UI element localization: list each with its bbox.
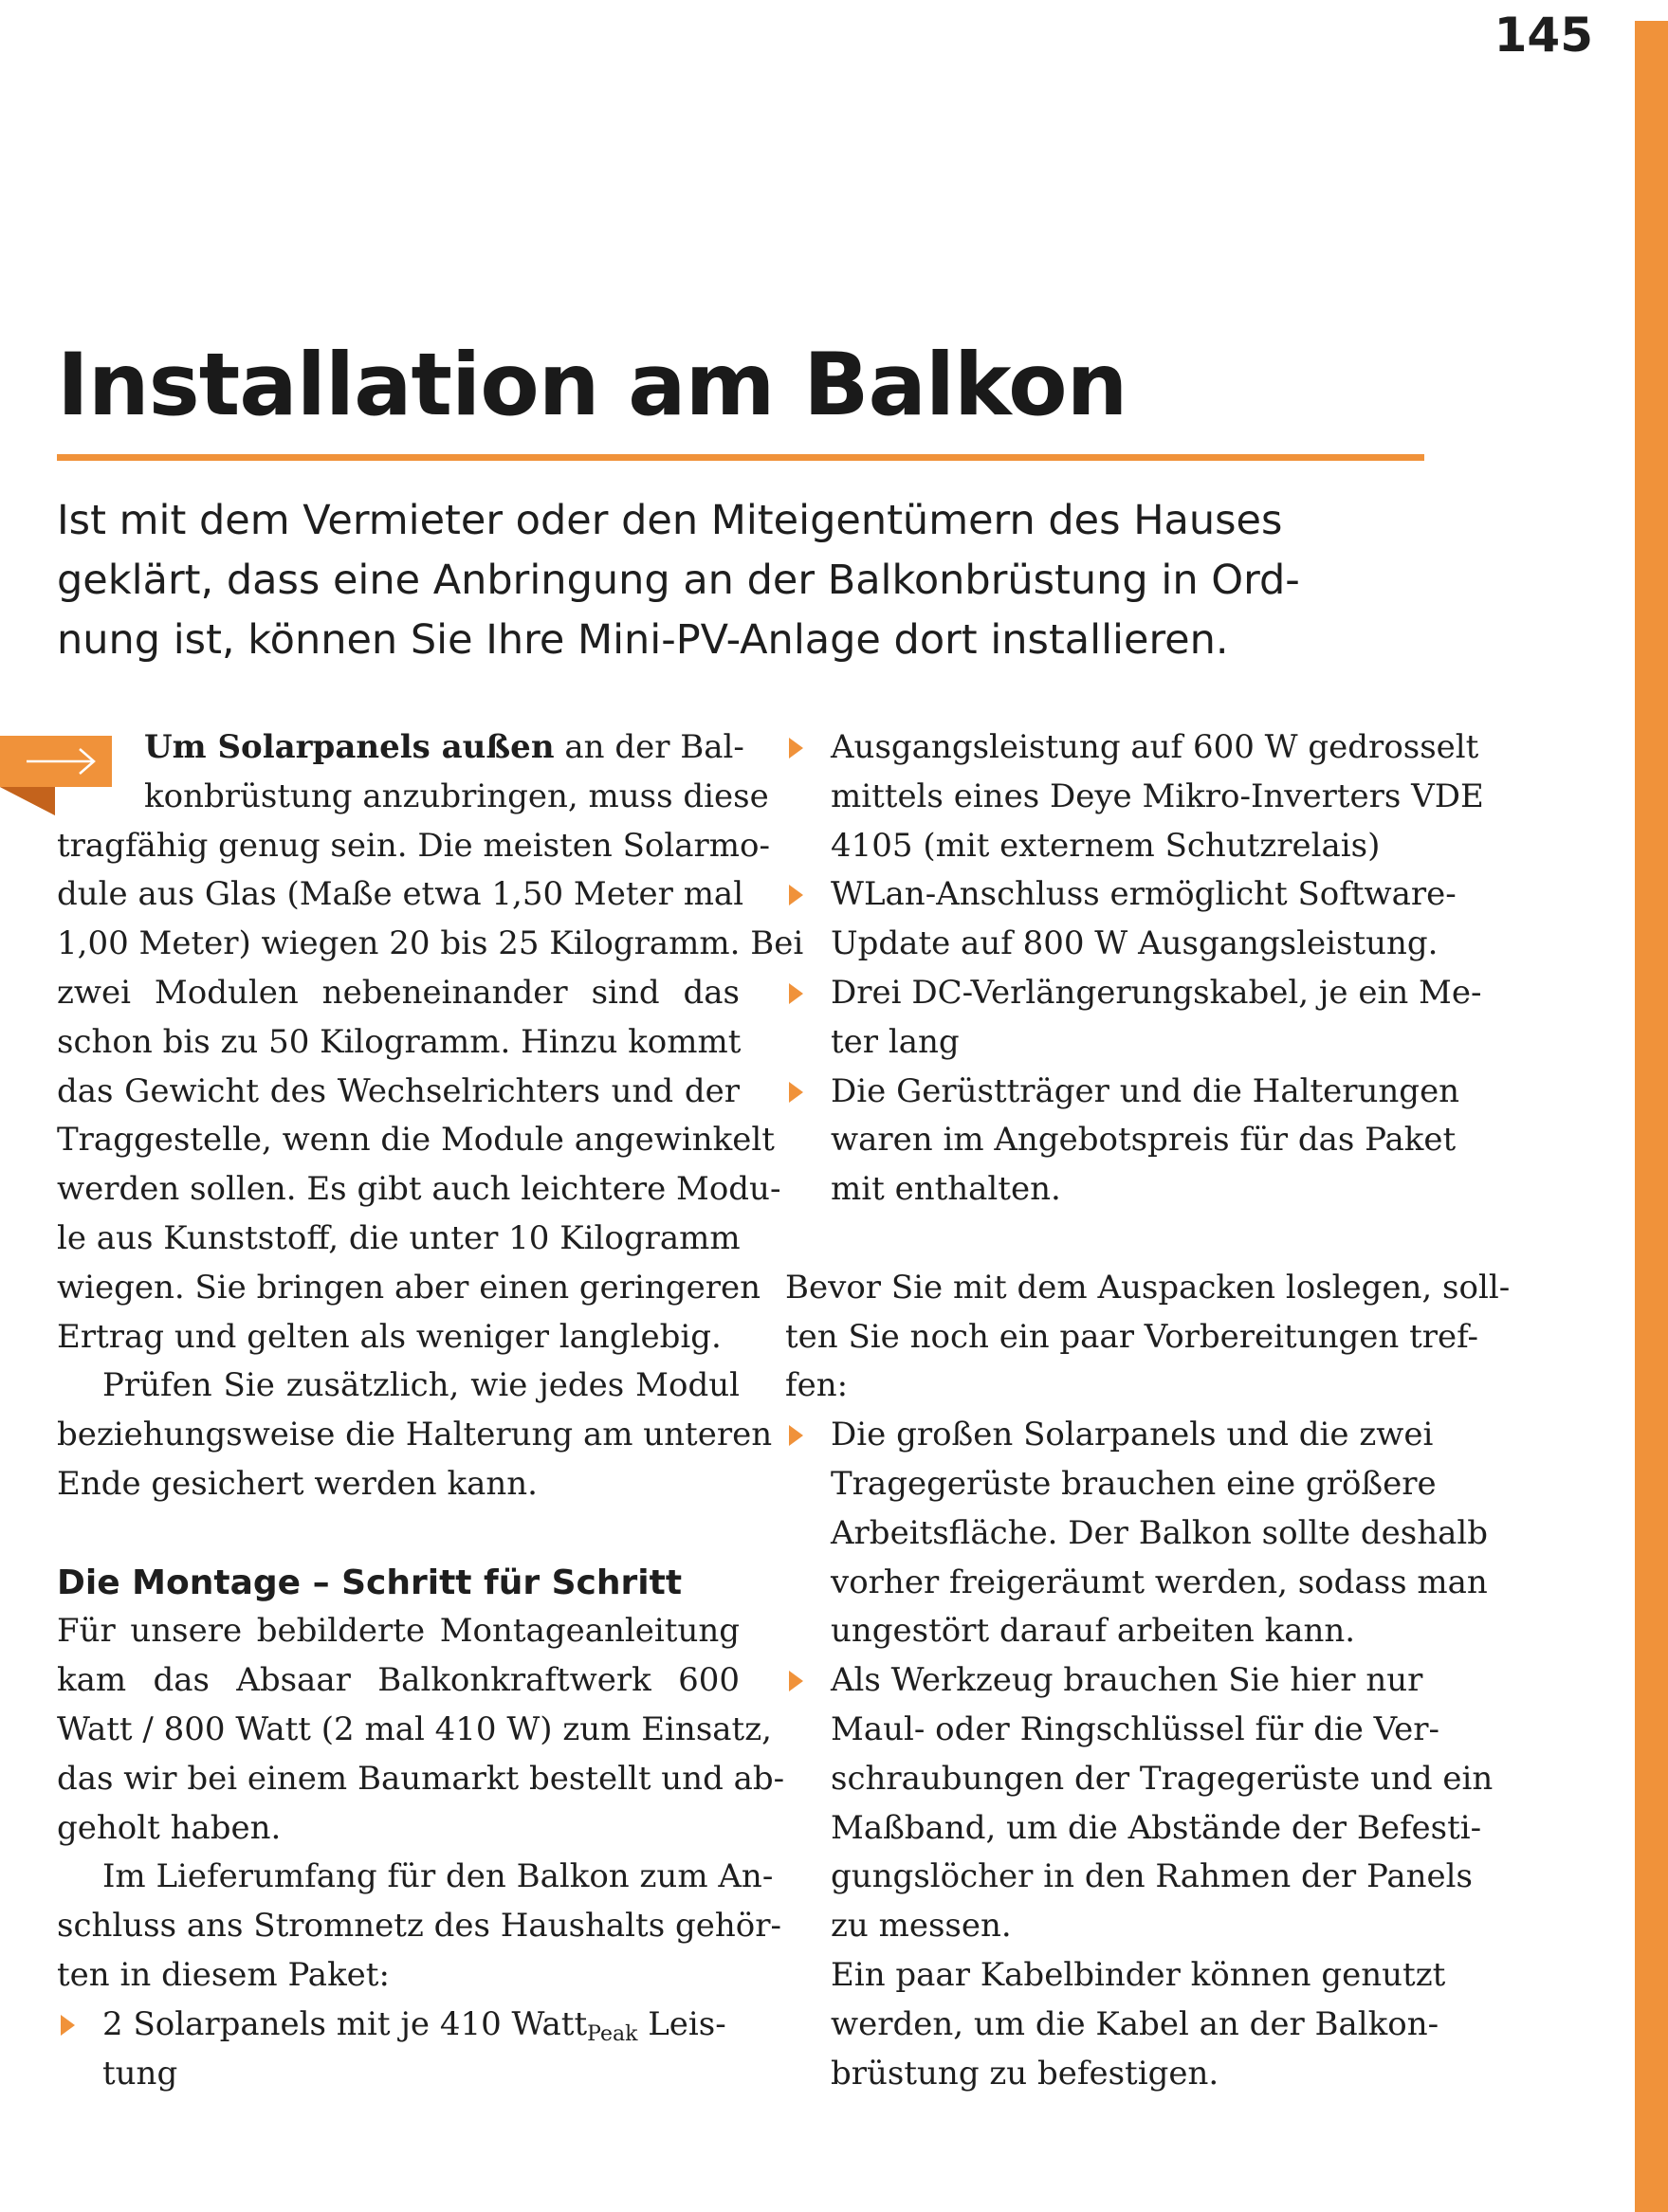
text-line: 1,00 Meter) wiegen 20 bis 25 Kilogramm. Bei <box>57 924 804 963</box>
right-column <box>785 723 1511 2098</box>
text-line: schon bis zu 50 Kilogramm. Hinzu kommt <box>57 1022 742 1061</box>
text-line: Bevor Sie mit dem Auspacken loslegen, soll- <box>785 1268 1511 1307</box>
text-line: fen: <box>785 1366 849 1405</box>
text-line: das Gewicht des Wechselrichters und der <box>57 1071 740 1110</box>
text-line: beziehungsweise die Halterung am unteren <box>57 1416 773 1454</box>
list-item <box>785 1068 1468 1117</box>
triangle-bullet-icon <box>789 738 803 759</box>
text-line: tragfähig genug sein. Die meisten Solarmo- <box>57 826 770 865</box>
text-fragment: 2 Solarpanels mit je 410 Watt <box>102 2004 588 2043</box>
triangle-bullet-icon <box>789 1671 803 1691</box>
text-line: mittels eines Deye Mikro-Inverters VDE <box>831 777 1484 815</box>
text-line: waren im Angebotspreis für das Paket <box>831 1121 1457 1160</box>
text-line: Maul- oder Ringschlüssel für die Ver- <box>831 1709 1439 1748</box>
list-item <box>785 969 1482 1018</box>
text-line: konbrüstung anzubringen, muss diese <box>144 777 769 815</box>
text-line: Watt / 800 Watt (2 mal 410 W) zum Einsatz, <box>57 1709 772 1748</box>
text-fragment: WLan-Anschluss ermöglicht Software- <box>831 875 1457 914</box>
lead-line: geklärt, dass eine Anbringung an der Balkonbrüstung in Ord- <box>57 557 1300 604</box>
text-line: werden sollen. Es gibt auch leichtere Modu- <box>57 1170 781 1209</box>
text-fragment: an der Bal- <box>554 728 744 766</box>
text-line: werden, um die Kabel an der Balkon- <box>831 2004 1439 2043</box>
text-line: Ende gesichert werden kann. <box>57 1464 538 1503</box>
text-line: geholt haben. <box>57 1808 282 1847</box>
text-line: Arbeitsfläche. Der Balkon sollte deshalb <box>831 1513 1489 1552</box>
text-line: das wir bei einem Baumarkt bestellt und ab- <box>57 1759 785 1798</box>
text-line: Für unsere bebilderte Montageanleitung <box>57 1612 740 1651</box>
text-fragment: Die großen Solarpanels und die zwei <box>831 1416 1434 1454</box>
text-fragment: Die Gerüstträger und die Halterungen <box>831 1071 1460 1110</box>
list-item <box>785 870 1468 920</box>
triangle-bullet-icon <box>789 983 803 1004</box>
triangle-bullet-icon <box>61 2015 75 2036</box>
text-line: brüstung zu befestigen. <box>831 2054 1219 2093</box>
text-line: wiegen. Sie bringen aber einen geringeren <box>57 1268 761 1307</box>
triangle-bullet-icon <box>789 885 803 905</box>
text-line: zwei Modulen nebeneinander sind das <box>57 973 740 1012</box>
text-line: ten Sie noch ein paar Vorbereitungen tref- <box>785 1317 1478 1356</box>
text-line: schraubungen der Tragegerüste und ein <box>831 1759 1494 1798</box>
text-line: ter lang <box>831 1022 960 1061</box>
text-line: mit enthalten. <box>831 1170 1061 1209</box>
text-line: tung <box>102 2054 178 2093</box>
text-line: schluss ans Stromnetz des Haushalts gehör- <box>57 1907 781 1946</box>
page-title: Installation am Balkon <box>57 336 1127 435</box>
text-line: dule aus Glas (Maße etwa 1,50 Meter mal <box>57 875 744 914</box>
subscript-peak: Peak <box>587 2021 638 2046</box>
triangle-bullet-icon <box>789 1082 803 1103</box>
text-line: Traggestelle, wenn die Module angewinkelt <box>57 1121 775 1160</box>
page-number: 145 <box>1494 8 1593 63</box>
text-fragment: Ausgangsleistung auf 600 W gedrosselt <box>831 728 1479 766</box>
text-line: Ertrag und gelten als weniger langlebig. <box>57 1317 722 1356</box>
text-line: Ein paar Kabelbinder können genutzt <box>831 1955 1446 1994</box>
list-item <box>785 1656 1468 1706</box>
text-line: Im Lieferumfang für den Balkon zum An- <box>102 1857 774 1896</box>
list-item <box>57 2001 740 2050</box>
list-item <box>785 1411 1468 1460</box>
left-column <box>57 723 804 2098</box>
text-line: 4105 (mit externem Schutzrelais) <box>831 826 1381 865</box>
lead-paragraph <box>57 491 1384 670</box>
text-line: Update auf 800 W Ausgangsleistung. <box>831 924 1439 963</box>
text-fragment: Als Werkzeug brauchen Sie hier nur <box>831 1661 1423 1700</box>
text-line: ten in diesem Paket: <box>57 1955 390 1994</box>
text-line: ungestört darauf arbeiten kann. <box>831 1612 1356 1651</box>
orange-side-bar <box>1635 21 1668 2212</box>
text-line: kam das Absaar Balkonkraftwerk 600 <box>57 1661 740 1700</box>
text-line: vorher freigeräumt werden, sodass man <box>831 1563 1488 1601</box>
text-line: Maßband, um die Abstände der Befesti- <box>831 1808 1482 1847</box>
text-fragment: Leis- <box>637 2004 726 2043</box>
lead-line: Ist mit dem Vermieter oder den Miteigentümern des Hauses <box>57 497 1283 544</box>
text-line: le aus Kunststoff, die unter 10 Kilogramm <box>57 1218 741 1257</box>
text-line: zu messen. <box>831 1907 1012 1946</box>
text-line: Tragegerüste brauchen eine größere <box>831 1464 1437 1503</box>
text-line: Prüfen Sie zusätzlich, wie jedes Modul <box>102 1366 740 1405</box>
list-item <box>785 723 1479 773</box>
text-fragment: Drei DC-Verlängerungskabel, je ein Me- <box>831 973 1482 1012</box>
triangle-bullet-icon <box>789 1425 803 1446</box>
lead-in-bold: Um Solarpanels außen <box>144 728 555 766</box>
text-line <box>57 723 744 773</box>
section-subheading: Die Montage – Schritt für Schritt <box>57 1563 683 1602</box>
text-line: gungslöcher in den Rahmen der Panels <box>831 1857 1473 1896</box>
lead-line: nung ist, können Sie Ihre Mini-PV-Anlage dort installieren. <box>57 616 1229 664</box>
title-underline <box>57 454 1424 461</box>
